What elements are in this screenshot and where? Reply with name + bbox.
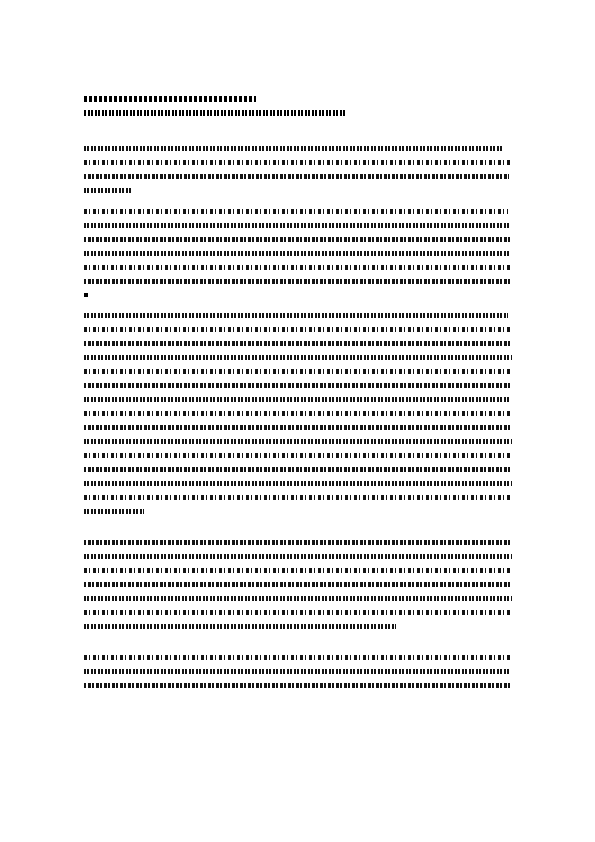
text-line	[84, 481, 512, 486]
text-line	[84, 188, 132, 193]
document-header	[84, 96, 346, 124]
text-line	[84, 582, 512, 587]
text-line	[84, 251, 510, 256]
text-line	[84, 610, 510, 615]
header-line-2	[84, 110, 346, 116]
text-line	[84, 568, 511, 573]
header-line-1	[84, 96, 256, 102]
text-line	[84, 383, 512, 388]
text-line	[84, 596, 512, 601]
text-line	[84, 453, 512, 458]
paragraph-2	[84, 209, 512, 297]
text-line	[84, 425, 511, 430]
paragraph-5	[84, 655, 512, 688]
paragraph-4	[84, 540, 512, 629]
text-line	[84, 509, 144, 514]
text-line	[84, 554, 512, 559]
text-line	[84, 439, 512, 444]
text-line	[84, 467, 510, 472]
text-line	[84, 411, 512, 416]
text-line	[84, 683, 512, 688]
text-line	[84, 313, 508, 318]
text-line	[84, 293, 88, 297]
text-line	[84, 174, 509, 179]
text-line	[84, 540, 510, 545]
text-line	[84, 209, 508, 214]
text-line	[84, 341, 511, 346]
text-line	[84, 279, 512, 284]
text-line	[84, 160, 512, 165]
text-line	[84, 669, 511, 674]
paragraph-1	[84, 146, 512, 193]
text-line	[84, 146, 504, 151]
text-line	[84, 265, 512, 270]
text-line	[84, 495, 511, 500]
paragraph-3	[84, 313, 512, 514]
text-line	[84, 355, 512, 360]
text-line	[84, 397, 509, 402]
text-line	[84, 223, 511, 228]
text-line	[84, 237, 512, 242]
text-line	[84, 655, 512, 660]
text-line	[84, 327, 512, 332]
text-line	[84, 624, 396, 629]
text-line	[84, 369, 510, 374]
document-body	[84, 146, 512, 704]
